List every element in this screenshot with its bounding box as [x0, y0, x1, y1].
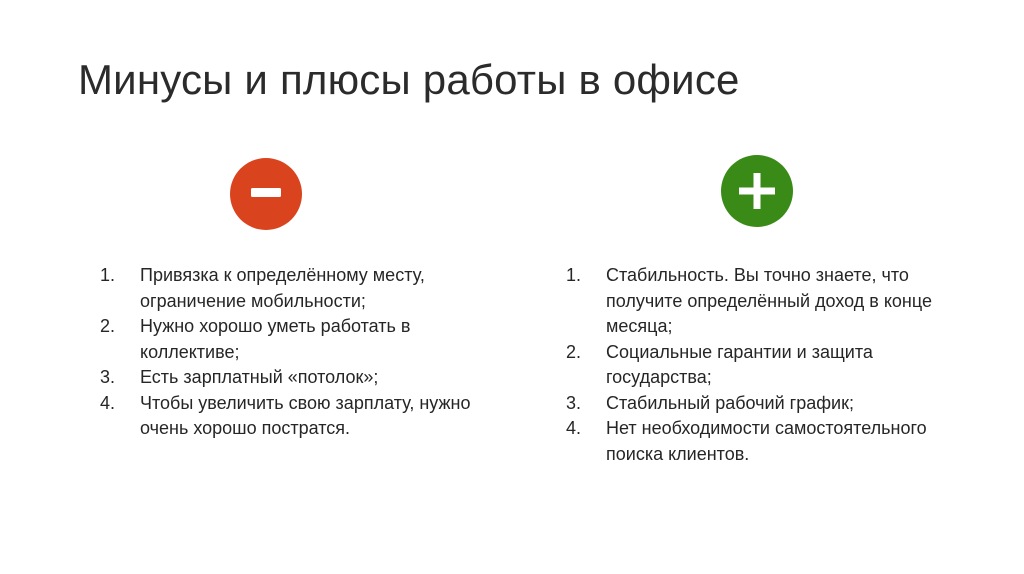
list-text: Стабильный рабочий график; [606, 392, 854, 413]
list-number: 1. [566, 265, 582, 285]
list-number: 2. [100, 316, 116, 336]
pros-list [566, 263, 936, 467]
cons-list [100, 263, 480, 442]
page-title: Минусы и плюсы работы в офисе [78, 56, 740, 103]
list-text: Нужно хорошо уметь работать в коллективе; [140, 316, 411, 362]
list-item [566, 263, 936, 340]
list-text: Нет необходимости самостоятельного поиска клиентов. [606, 418, 927, 464]
list-number: 3. [566, 392, 582, 413]
list-number: 3. [100, 367, 116, 387]
list-text: Стабильность. Вы точно знаете, что получите определённый доход в конце месяца; [606, 265, 932, 336]
list-item [100, 314, 480, 365]
list-item [566, 416, 936, 467]
list-number: 4. [566, 418, 582, 438]
list-number: 4. [100, 392, 116, 413]
plus-circle-icon [721, 155, 793, 227]
list-item [100, 365, 480, 391]
list-text: Социальные гарантии и защита государства; [606, 341, 873, 387]
list-text: Есть зарплатный «потолок»; [140, 367, 379, 387]
list-item [100, 263, 480, 314]
list-item [566, 340, 936, 391]
list-text: Чтобы увеличить свою зарплату, нужно очень хорошо постратся. [140, 392, 471, 438]
minus-circle-icon [230, 158, 302, 230]
list-item [566, 391, 936, 417]
list-text: Привязка к определённому месту, ограничение мобильности; [140, 265, 425, 311]
list-number: 2. [566, 341, 582, 362]
list-item [100, 391, 480, 442]
list-number: 1. [100, 265, 116, 285]
